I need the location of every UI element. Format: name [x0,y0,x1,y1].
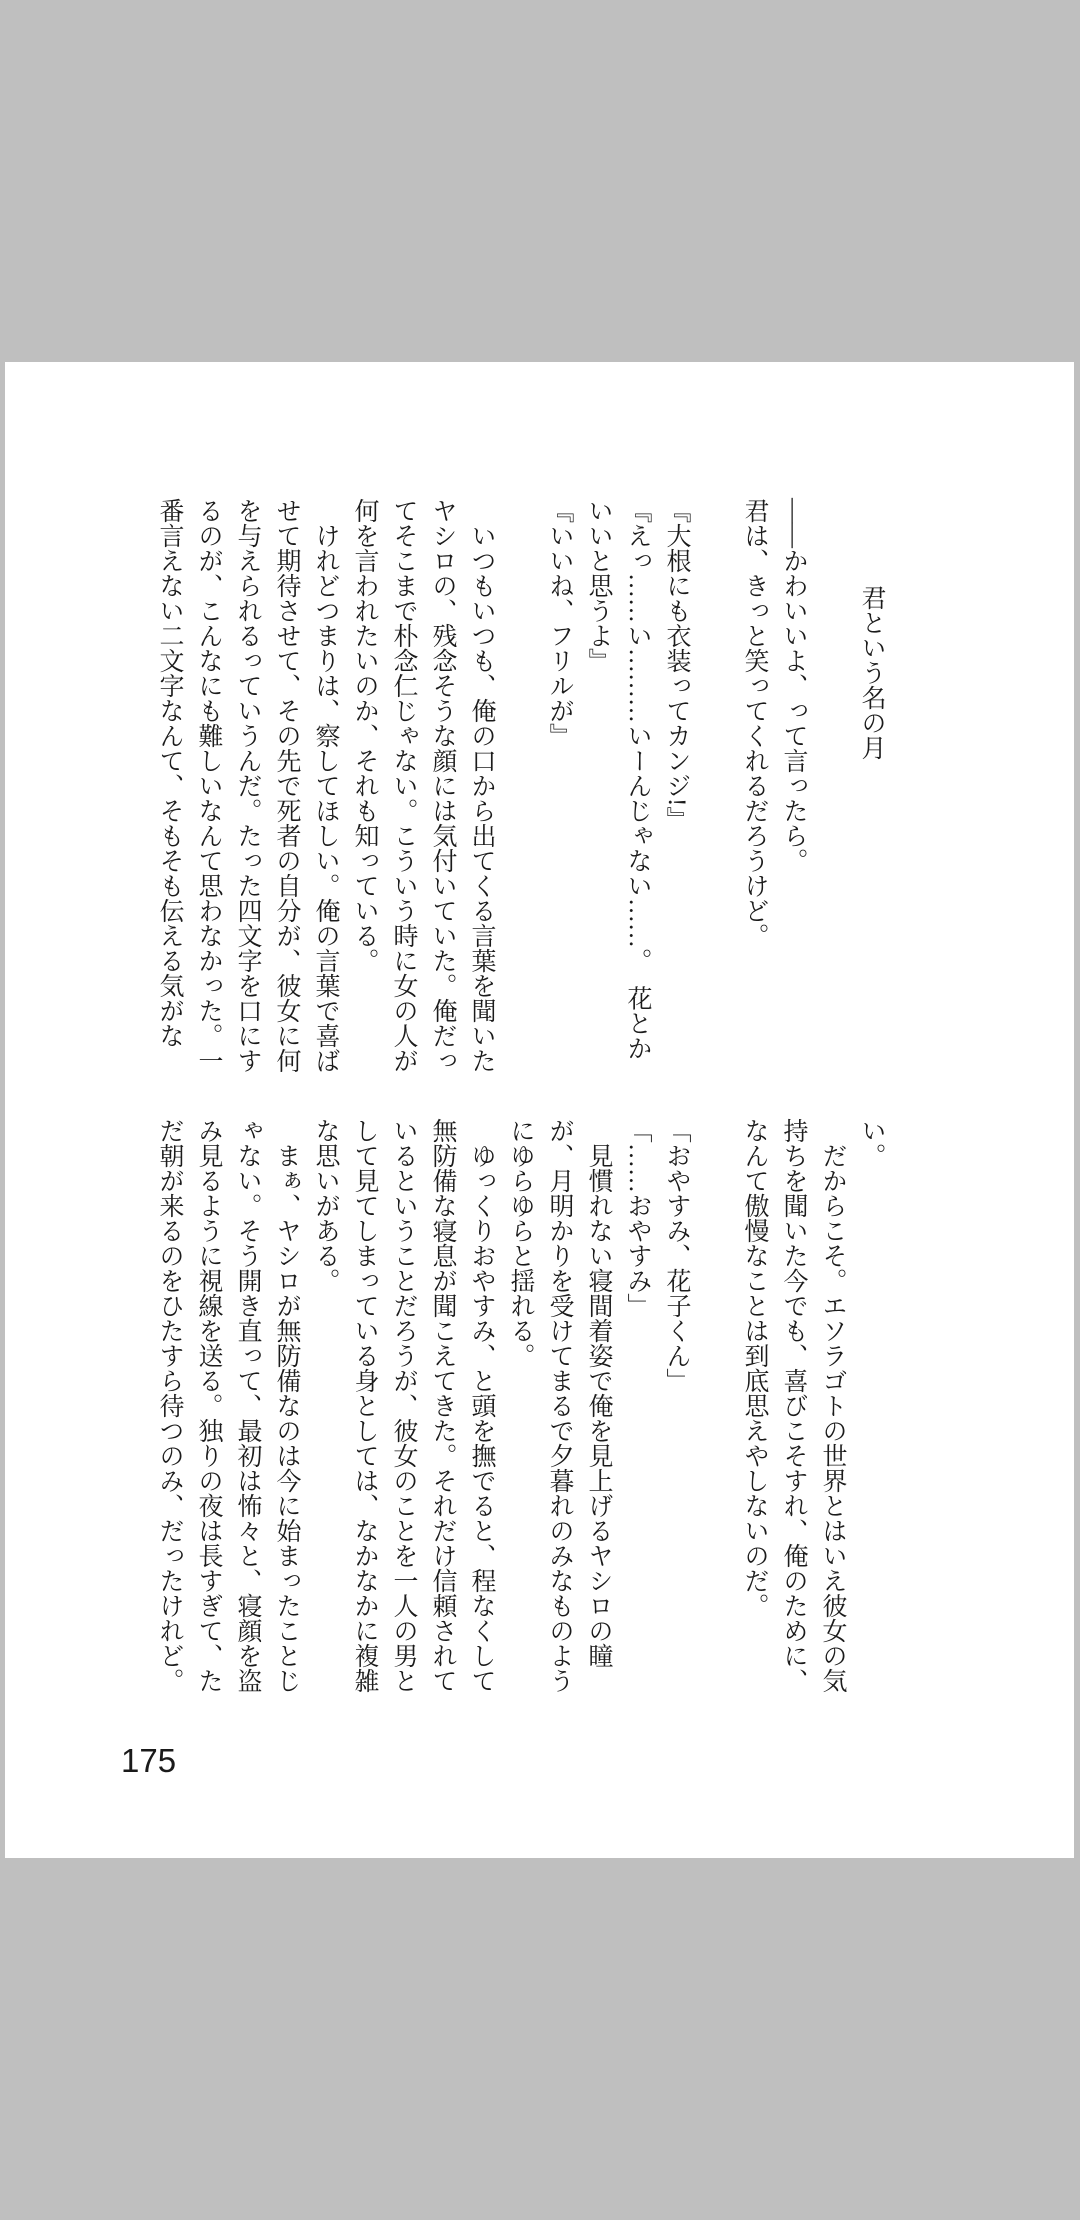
text-line: 見慣れない寝間着姿で俺を見上げるヤシロの瞳が、月明かりを受けてまるで夕暮れのみなものようにゆらゆらと揺れる。 [507,1118,612,1693]
text-line: ――かわいいよ、って言ったら。 [780,498,807,873]
text-line: だからこそ。エソラゴトの世界とはいえ彼女の気持ちを聞いた今でも、喜びこそすれ、俺のために、なんて傲慢なことは到底思えやしないのだ。 [741,1118,846,1693]
text-line: 『いいね、フリルが』 [546,498,573,748]
text-line: まぁ、ヤシロが無防備なのは今に始まったことじゃない。そう開き直って、最初は怖々と、寝顔を盗み見るように視線を送る。独りの夜は長すぎて、ただ朝が来るのをひたすら待つのみ、だったけれど。 [156,1118,300,1693]
text-line: 「おやすみ、花子くん」 [663,1118,690,1393]
text-line: 『大根にも衣装ってカンジ!』 [663,498,690,832]
text-line: 君は、きっと笑ってくれるだろうけど。 [741,498,768,948]
text-line: 『えっ……い………いーんじゃない……。 花とかいいと思うよ』 [585,498,651,1061]
text-line: いつもいつも、俺の口から出てくる言葉を聞いたヤシロの、残念そうな顔には気付いていた。俺だってそこまで朴念仁じゃない。こういう時に女の人が何を言われたいのか、それも知っている。 [351,498,495,1073]
chapter-title: 君という名の月 [858,585,885,760]
text-line [501,498,540,1074]
text-line [813,498,852,1074]
text-line: けれどつまりは、察してほしい。俺の言葉で喜ばせて期待させて、その先で死者の自分が、彼女に何を与えられるっていうんだ。たった四文字を口にするのが、こんなにも難しいなんて思わなかった。一番言えない二文字なんて、そもそも伝える気がな [156,498,339,1073]
text-block-upper [150,498,891,1074]
text-line: い。 [858,1118,885,1168]
page-number: 175 [121,1742,177,1779]
text-line [696,1118,735,1694]
book-page[interactable] [5,362,1074,1858]
text-line [696,498,735,1074]
text-block-lower [150,1118,891,1694]
text-line: ゆっくりおやすみ、と頭を撫でると、程なくして無防備な寝息が聞こえてきた。それだけ信頼されているということだろうが、彼女のことを一人の男として見てしまっている身としては、なかなかに複雑な思いがある。 [312,1118,495,1693]
text-line: 「……おやすみ」 [624,1118,651,1318]
